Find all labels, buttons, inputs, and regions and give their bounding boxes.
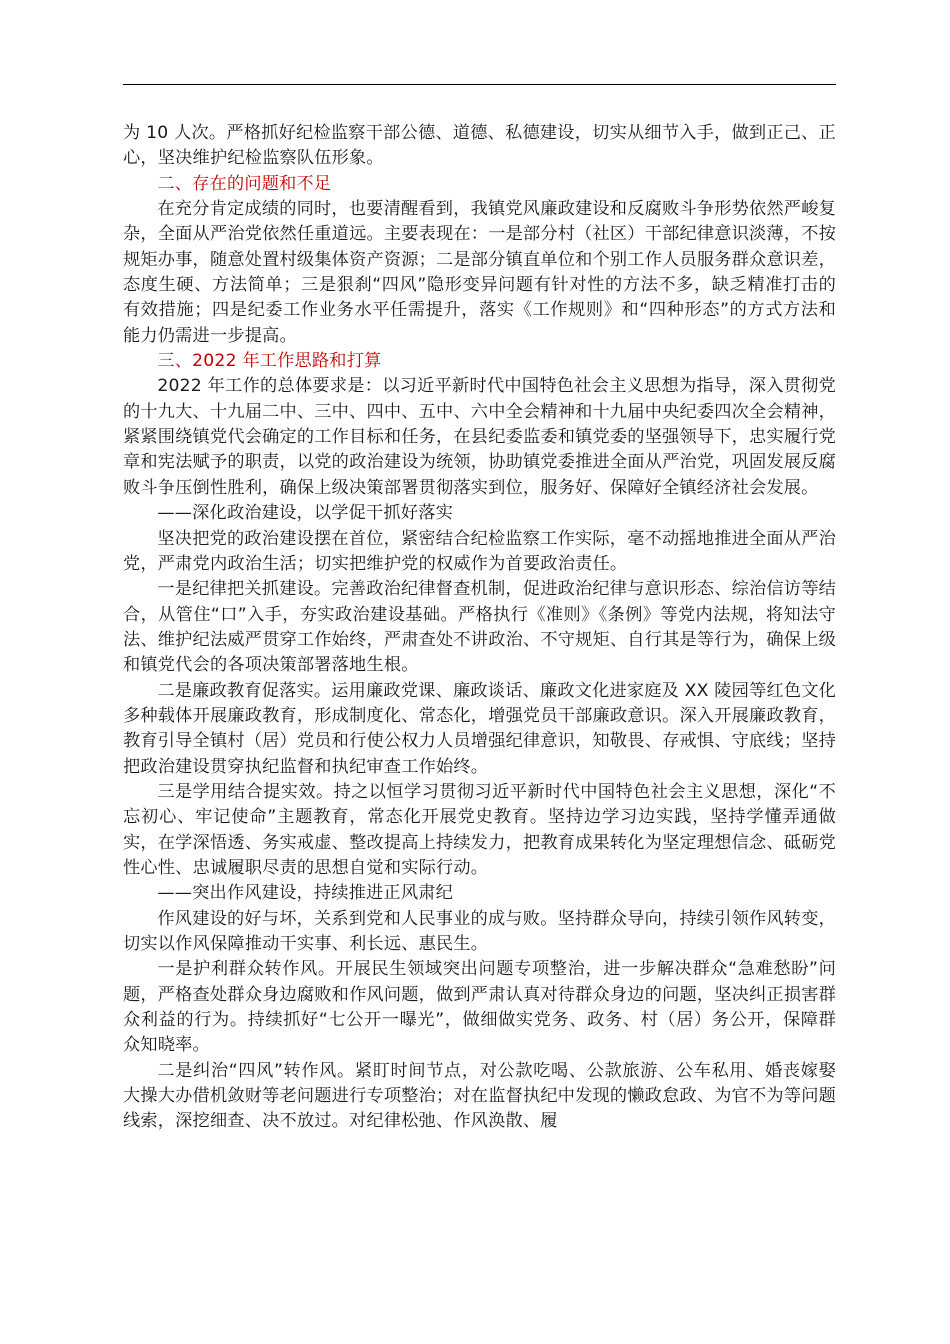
document-body bbox=[123, 121, 836, 1135]
paragraph: 2022 年工作的总体要求是：以习近平新时代中国特色社会主义思想为指导，深入贯彻党的十九大、十九届二中、三中、四中、五中、六中全会精神和十九届中央纪委四次全会精神，紧紧围绕镇党代会确定的工作目标和任务，在县纪委监委和镇党委的坚强领导下，忠实履行党章和宪法赋予的职责，以党的政治建设为统领，协助镇党委推进全面从严治党，巩固发展反腐败斗争压倒性胜利，确保上级决策部署贯彻落实到位，服务好、保障好全镇经济社会发展。 bbox=[123, 376, 836, 498]
paragraph: 一是护利群众转作风。开展民生领域突出问题专项整治，进一步解决群众“急难愁盼”问题，严格查处群众身边腐败和作风问题，做到严肃认真对待群众身边的问题，坚决纠正损害群众利益的行为。持续抓好“七公开一曝光”，做细做实党务、政务、村（居）务公开，保障群众知晓率。 bbox=[123, 959, 836, 1056]
paragraph-continued: 为 10 人次。严格抓好纪检监察干部公德、道德、私德建设，切实从细节入手，做到正己、正心，坚决维护纪检监察队伍形象。 bbox=[123, 123, 836, 169]
paragraph: 在充分肯定成绩的同时，也要清醒看到，我镇党风廉政建设和反腐败斗争形势依然严峻复杂，全面从严治党依然任重道远。主要表现在：一是部分村（社区）干部纪律意识淡薄，不按规矩办事，随意处置村级集体资产资源；二是部分镇直单位和个别工作人员服务群众意识差，态度生硬、方法简单；三是狠刹“四风”隐形变异问题有针对性的方法不多，缺乏精准打击的有效措施；四是纪委工作业务水平任需提升，落实《工作规则》和“四种形态”的方式方法和能力仍需进一步提高。 bbox=[123, 199, 836, 346]
paragraph: 坚决把党的政治建设摆在首位，紧密结合纪检监察工作实际，毫不动摇地推进全面从严治党，严肃党内政治生活；切实把维护党的权威作为首要政治责任。 bbox=[123, 528, 836, 574]
paragraph: 二是廉政教育促落实。运用廉政党课、廉政谈话、廉政文化进家庭及 XX 陵园等红色文化多种载体开展廉政教育，形成制度化、常态化，增强党员干部廉政意识。深入开展廉政教育，教育引导全镇村（居）党员和行使公权力人员增强纪律意识，知敬畏、存戒惧、守底线；坚持把政治建设贯穿执纪监督和执纪审查工作始终。 bbox=[123, 680, 837, 777]
section-heading-problems: 二、存在的问题和不足 bbox=[157, 173, 332, 194]
paragraph: 作风建设的好与坏，关系到党和人民事业的成与败。坚持群众导向，持续引领作风转变，切实以作风保障推动干实事、利长远、惠民生。 bbox=[123, 908, 836, 954]
paragraph: 一是纪律把关抓建设。完善政治纪律督查机制，促进政治纪律与意识形态、综治信访等结合，从管住“口”入手，夯实政治建设基础。严格执行《准则》《条例》等党内法规，将知法守法、维护纪法威严贯穿工作始终，严肃查处不讲政治、不守规矩、自行其是等行为，确保上级和镇党代会的各项决策部署落地生根。 bbox=[123, 579, 836, 676]
subheading-political: ——深化政治建设，以学促干抓好落实 bbox=[157, 503, 453, 524]
subheading-style: ——突出作风建设，持续推进正风肃纪 bbox=[157, 883, 453, 904]
paragraph: 二是纠治“四风”转作风。紧盯时间节点，对公款吃喝、公款旅游、公车私用、婚丧嫁娶大操大办借机敛财等老问题进行专项整治；对在监督执纪中发现的懒政怠政、为官不为等问题线索，深挖细查、决不放过。对纪律松弛、作风涣散、履 bbox=[123, 1060, 836, 1132]
section-heading-plan-2022: 三、2022 年工作思路和打算 bbox=[157, 351, 382, 372]
header-rule bbox=[123, 84, 836, 85]
paragraph: 三是学用结合提实效。持之以恒学习贯彻习近平新时代中国特色社会主义思想，深化“不忘初心、牢记使命”主题教育，常态化开展党史教育。坚持边学习边实践，坚持学懂弄通做实，在学深悟透、务实戒虚、整改提高上持续发力，把教育成果转化为坚定理想信念、砥砺党性心性、忠诚履职尽责的思想自觉和实际行动。 bbox=[123, 781, 836, 878]
